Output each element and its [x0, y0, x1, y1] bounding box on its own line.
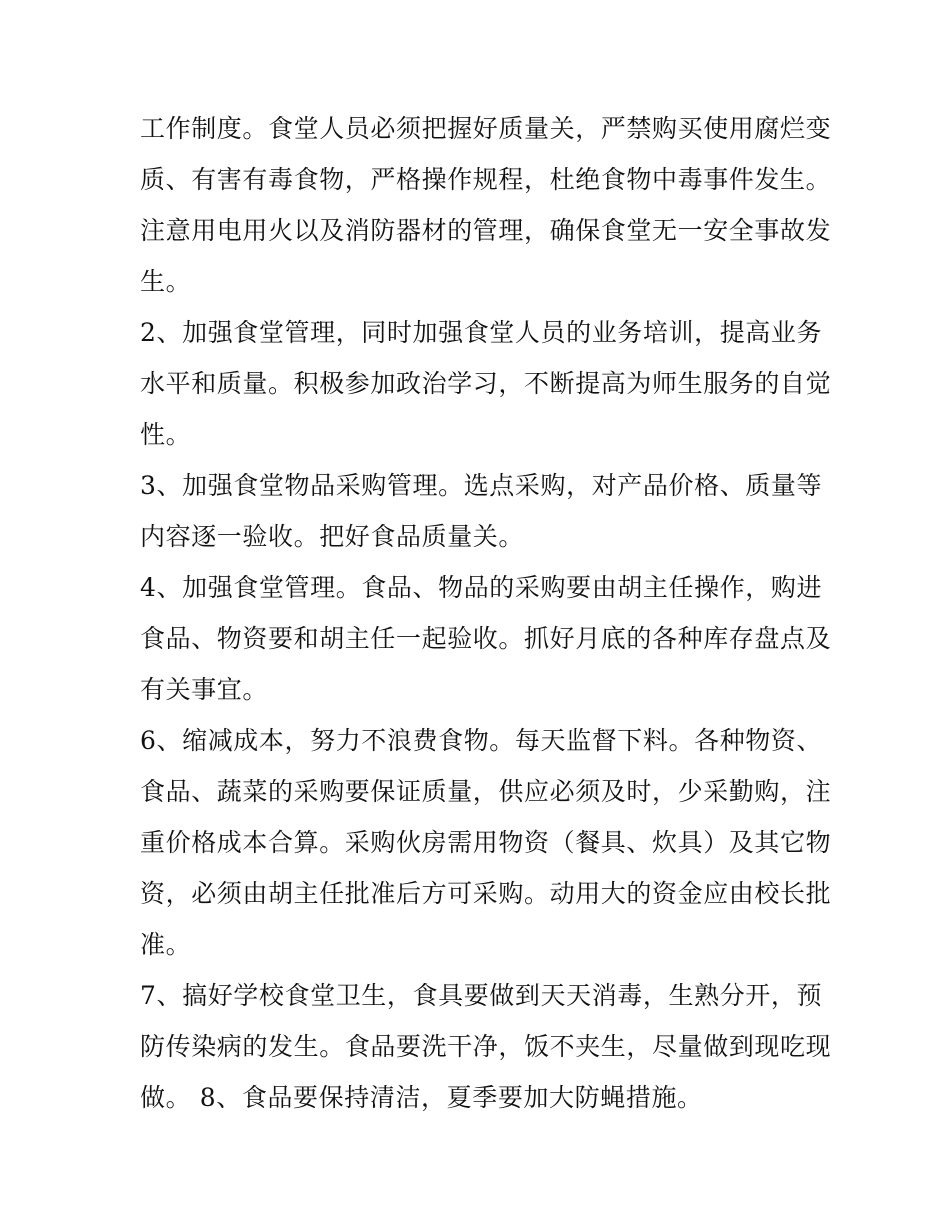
- text-line: 防传染病的发生。食品要洗干净，饭不夹生，尽量做到现吃现: [140, 1032, 832, 1061]
- text-line: 性。: [140, 420, 192, 449]
- text-line: 食品、蔬菜的采购要保证质量，供应必须及时，少采勤购，注: [140, 777, 832, 806]
- text-line: 质、有害有毒食物，严格操作规程，杜绝食物中毒事件发生。: [140, 165, 832, 194]
- document-body: [140, 103, 832, 1123]
- text-line: 工作制度。食堂人员必须把握好质量关，严禁购买使用腐烂变: [140, 114, 832, 143]
- text-line: 有关事宜。: [140, 675, 269, 704]
- text-line: 做。 8、食品要保持清洁，夏季要加大防蝇措施。: [140, 1083, 703, 1112]
- text-line: 2、加强食堂管理，同时加强食堂人员的业务培训，提高业务: [140, 318, 823, 347]
- text-line: 3、加强食堂物品采购管理。选点采购，对产品价格、质量等: [140, 471, 823, 500]
- text-line: 6、缩减成本，努力不浪费食物。每天监督下料。各种物资、: [140, 726, 823, 755]
- text-line: 注意用电用火以及消防器材的管理，确保食堂无一安全事故发: [140, 216, 832, 245]
- text-line: 食品、物资要和胡主任一起验收。抓好月底的各种库存盘点及: [140, 624, 832, 653]
- text-line: 内容逐一验收。把好食品质量关。: [140, 522, 525, 551]
- text-line: 水平和质量。积极参加政治学习，不断提高为师生服务的自觉: [140, 369, 832, 398]
- text-line: 准。: [140, 930, 192, 959]
- text-line: 7、搞好学校食堂卫生，食具要做到天天消毒，生熟分开，预: [140, 981, 823, 1010]
- text-line: 资，必须由胡主任批准后方可采购。动用大的资金应由校长批: [140, 879, 832, 908]
- text-line: 生。: [140, 267, 192, 296]
- text-line: 重价格成本合算。采购伙房需用物资（餐具、炊具）及其它物: [140, 828, 832, 857]
- text-line: 4、加强食堂管理。食品、物品的采购要由胡主任操作，购进: [140, 573, 823, 602]
